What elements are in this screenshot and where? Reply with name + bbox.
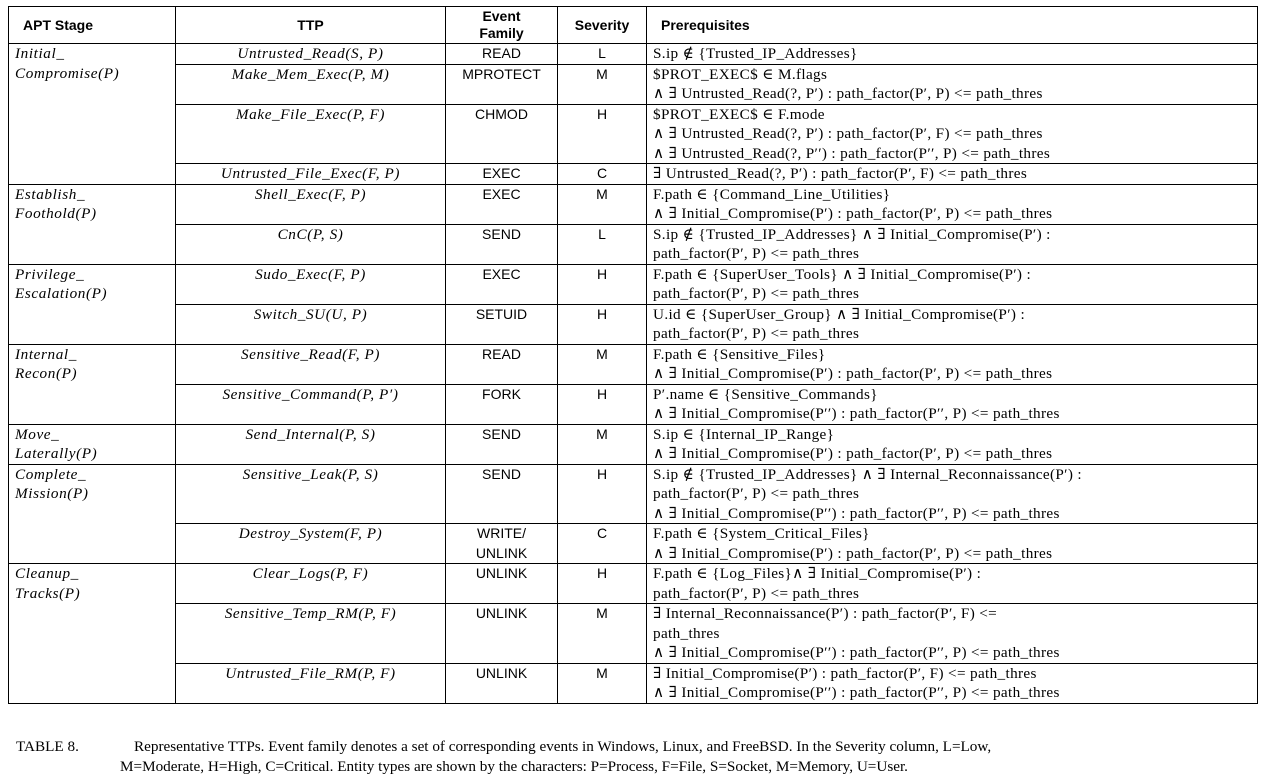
prerequisites-cell <box>647 524 1258 564</box>
event-family-text: EXEC <box>482 165 521 181</box>
severity-cell: H <box>558 464 647 524</box>
severity-cell: M <box>558 64 647 104</box>
prerequisites-cell <box>647 344 1258 384</box>
event-family-cell <box>446 564 558 604</box>
event-family-text: EXEC <box>482 265 521 282</box>
prerequisites-cell <box>647 663 1258 703</box>
apt-stage-text: Compromise(P) <box>15 64 120 82</box>
ttp-cell: Sensitive_Command(P, P′) <box>176 384 446 424</box>
apt-stage-cell <box>9 264 176 344</box>
prerequisites-cell <box>647 164 1258 185</box>
prerequisite-line: F.path ∈ {Command_Line_Utilities} <box>653 185 891 203</box>
apt-stage-text: Cleanup_ <box>15 565 79 582</box>
event-family-text: SEND <box>482 465 521 482</box>
prerequisites-cell <box>647 424 1258 464</box>
severity-cell: H <box>558 304 647 344</box>
table-row <box>9 464 1258 524</box>
apt-stage-text: Recon(P) <box>15 365 78 382</box>
apt-stage-cell <box>9 184 176 264</box>
prerequisites-cell <box>647 464 1258 524</box>
ttp-cell: Make_Mem_Exec(P, M) <box>176 64 446 104</box>
apt-stage-text: Internal_ <box>15 345 77 363</box>
prerequisite-line: F.path ∈ {SuperUser_Tools} ∧ ∃ Initial_Compromise(P′) : <box>653 265 1032 283</box>
apt-stage-text: Mission(P) <box>15 485 89 502</box>
prerequisite-line: path_factor(P′, P) <= path_thres <box>653 584 860 602</box>
event-family-cell <box>446 384 558 424</box>
event-family-text: CHMOD <box>475 105 528 122</box>
apt-stage-text: Escalation(P) <box>15 285 108 302</box>
event-family-text: EXEC <box>482 185 521 202</box>
caption-line-2: M=Moderate, H=High, C=Critical. Entity types are shown by the characters: P=Process, F=File, S=Socket, M=Memory, U=User. <box>120 758 908 775</box>
severity-cell: M <box>558 604 647 664</box>
event-family-cell <box>446 184 558 224</box>
prerequisites-cell <box>647 604 1258 664</box>
event-family-cell <box>446 264 558 304</box>
event-family-cell <box>446 224 558 264</box>
event-family-cell <box>446 304 558 344</box>
event-family-text: UNLINK <box>475 605 528 621</box>
apt-stage-text: Foothold(P) <box>15 205 97 222</box>
event-family-cell <box>446 464 558 524</box>
prerequisites-cell <box>647 564 1258 604</box>
table-row <box>9 344 1258 384</box>
ttp-cell: Untrusted_File_Exec(F, P) <box>176 164 446 185</box>
event-family-text: SETUID <box>475 305 528 322</box>
apt-stage-text: Move_ <box>15 425 60 443</box>
ttp-cell: Sensitive_Leak(P, S) <box>176 464 446 524</box>
severity-cell: H <box>558 104 647 164</box>
event-family-cell <box>446 524 558 564</box>
event-family-cell <box>446 344 558 384</box>
apt-stage-text: Privilege_ <box>15 265 85 283</box>
severity-cell: L <box>558 224 647 264</box>
prerequisite-line: ∧ ∃ Initial_Compromise(P′′) : path_factor(P′′, P) <= path_thres <box>653 684 1060 701</box>
table-row <box>9 264 1258 304</box>
prerequisite-line: S.ip ∉ {Trusted_IP_Addresses} <box>653 45 858 62</box>
severity-cell: M <box>558 424 647 464</box>
table-row <box>9 304 1258 344</box>
prerequisite-line: ∧ ∃ Initial_Compromise(P′) : path_factor(P′, P) <= path_thres <box>653 544 1053 562</box>
event-family-cell <box>446 164 558 185</box>
table-row <box>9 384 1258 424</box>
ttp-cell: Clear_Logs(P, F) <box>176 564 446 604</box>
prerequisite-line: ∧ ∃ Initial_Compromise(P′) : path_factor(P′, P) <= path_thres <box>653 445 1053 462</box>
prerequisite-line: ∧ ∃ Initial_Compromise(P′′) : path_factor(P′′, P) <= path_thres <box>653 644 1060 661</box>
table-header-row <box>9 7 1258 44</box>
prerequisite-line: ∧ ∃ Initial_Compromise(P′) : path_factor(P′, P) <= path_thres <box>653 365 1053 382</box>
severity-cell: H <box>558 564 647 604</box>
table-caption <box>16 737 1252 777</box>
event-family-text: UNLINK <box>475 544 528 561</box>
apt-stage-text: Tracks(P) <box>15 584 81 602</box>
prerequisites-cell <box>647 224 1258 264</box>
event-family-cell <box>446 104 558 164</box>
prerequisite-line: path_factor(P′, P) <= path_thres <box>653 245 860 262</box>
prerequisites-cell <box>647 44 1258 65</box>
prerequisite-line: ∃ Initial_Compromise(P′) : path_factor(P′, F) <= path_thres <box>653 664 1037 682</box>
prerequisite-line: F.path ∈ {Log_Files}∧ ∃ Initial_Compromise(P′) : <box>653 565 982 582</box>
table-row <box>9 663 1258 703</box>
event-family-text: UNLINK <box>475 664 528 681</box>
prerequisite-line: path_factor(P′, P) <= path_thres <box>653 325 860 342</box>
prerequisite-line: path_factor(P′, P) <= path_thres <box>653 285 860 302</box>
prerequisite-line: ∃ Internal_Reconnaissance(P′) : path_factor(P′, F) <= <box>653 605 998 622</box>
prerequisite-line: ∧ ∃ Untrusted_Read(?, P′′) : path_factor(P′′, P) <= path_thres <box>653 144 1051 162</box>
header-event-family-label: Event Family <box>479 8 524 41</box>
event-family-cell <box>446 604 558 664</box>
table-body <box>9 44 1258 704</box>
apt-stage-text: Laterally(P) <box>15 445 98 462</box>
prerequisite-line: S.ip ∉ {Trusted_IP_Addresses} ∧ ∃ Initial_Compromise(P′) : <box>653 225 1051 243</box>
caption-label: TABLE 8. <box>16 738 79 755</box>
prerequisites-cell <box>647 384 1258 424</box>
table-row <box>9 224 1258 264</box>
prerequisite-line: U.id ∈ {SuperUser_Group} ∧ ∃ Initial_Compromise(P′) : <box>653 305 1026 323</box>
table-row <box>9 104 1258 164</box>
event-family-text: SEND <box>482 425 521 442</box>
ttp-cell: Untrusted_Read(S, P) <box>176 44 446 65</box>
table-row <box>9 424 1258 464</box>
prerequisite-line: ∧ ∃ Untrusted_Read(?, P′) : path_factor(P′, F) <= path_thres <box>653 125 1043 142</box>
prerequisite-line: path_factor(P′, P) <= path_thres <box>653 485 860 502</box>
prerequisite-line: $PROT_EXEC$ ∈ M.flags <box>653 65 828 83</box>
table-row <box>9 604 1258 664</box>
ttp-cell: CnC(P, S) <box>176 224 446 264</box>
prerequisites-cell <box>647 304 1258 344</box>
prerequisite-line: ∧ ∃ Untrusted_Read(?, P′) : path_factor(P′, P) <= path_thres <box>653 85 1043 102</box>
ttp-cell: Sudo_Exec(F, P) <box>176 264 446 304</box>
event-family-cell <box>446 424 558 464</box>
apt-stage-cell <box>9 344 176 424</box>
table-row <box>9 64 1258 104</box>
prerequisite-line: ∧ ∃ Initial_Compromise(P′′) : path_factor(P′′, P) <= path_thres <box>653 405 1060 422</box>
ttp-cell: Switch_SU(U, P) <box>176 304 446 344</box>
ttp-cell: Send_Internal(P, S) <box>176 424 446 464</box>
prerequisite-line: S.ip ∉ {Trusted_IP_Addresses} ∧ ∃ Internal_Reconnaissance(P′) : <box>653 465 1082 483</box>
prerequisites-cell <box>647 184 1258 224</box>
severity-cell: L <box>558 44 647 65</box>
prerequisite-line: path_thres <box>653 624 720 642</box>
prerequisite-line: S.ip ∈ {Internal_IP_Range} <box>653 425 835 443</box>
prerequisite-line: F.path ∈ {System_Critical_Files} <box>653 525 870 542</box>
event-family-text: UNLINK <box>475 565 528 581</box>
apt-stage-text: Complete_ <box>15 465 87 483</box>
ttp-cell: Shell_Exec(F, P) <box>176 184 446 224</box>
ttp-cell: Make_File_Exec(P, F) <box>176 104 446 164</box>
caption-line-1: Representative TTPs. Event family denotes a set of corresponding events in Windows, Linux, and FreeBSD. In the Severity column, L=Low, <box>134 738 992 755</box>
apt-stage-cell <box>9 44 176 185</box>
prerequisites-cell <box>647 264 1258 304</box>
event-family-cell <box>446 44 558 65</box>
prerequisites-cell <box>647 64 1258 104</box>
apt-stage-text: Establish_ <box>15 185 86 203</box>
prerequisite-line: F.path ∈ {Sensitive_Files} <box>653 345 826 363</box>
apt-stage-cell <box>9 424 176 464</box>
event-family-text: FORK <box>482 385 521 402</box>
severity-cell: C <box>558 164 647 185</box>
severity-cell: H <box>558 384 647 424</box>
table-row <box>9 564 1258 604</box>
event-family-cell <box>446 663 558 703</box>
header-apt-stage: APT Stage <box>9 7 176 44</box>
ttp-cell: Untrusted_File_RM(P, F) <box>176 663 446 703</box>
prerequisite-line: P′.name ∈ {Sensitive_Commands} <box>653 385 878 403</box>
event-family-cell <box>446 64 558 104</box>
prerequisites-cell <box>647 104 1258 164</box>
ttp-cell: Destroy_System(F, P) <box>176 524 446 564</box>
event-family-text: MPROTECT <box>462 65 541 82</box>
severity-cell: H <box>558 264 647 304</box>
prerequisite-line: ∃ Untrusted_Read(?, P′) : path_factor(P′, F) <= path_thres <box>653 165 1028 182</box>
table-row <box>9 44 1258 65</box>
header-prerequisites: Prerequisites <box>647 7 1258 44</box>
header-event-family <box>446 7 558 44</box>
severity-cell: M <box>558 344 647 384</box>
ttp-table <box>8 6 1258 704</box>
severity-cell: M <box>558 663 647 703</box>
table-row <box>9 184 1258 224</box>
table-row <box>9 164 1258 185</box>
prerequisite-line: $PROT_EXEC$ ∈ F.mode <box>653 105 825 123</box>
apt-stage-cell <box>9 464 176 564</box>
event-family-text: WRITE/ <box>477 525 526 541</box>
header-ttp: TTP <box>176 7 446 44</box>
ttp-cell: Sensitive_Temp_RM(P, F) <box>176 604 446 664</box>
event-family-text: READ <box>482 45 521 61</box>
header-severity: Severity <box>558 7 647 44</box>
severity-cell: M <box>558 184 647 224</box>
apt-stage-text: Initial_ <box>15 45 65 62</box>
apt-stage-cell <box>9 564 176 704</box>
prerequisite-line: ∧ ∃ Initial_Compromise(P′′) : path_factor(P′′, P) <= path_thres <box>653 504 1060 522</box>
severity-cell: C <box>558 524 647 564</box>
ttp-cell: Sensitive_Read(F, P) <box>176 344 446 384</box>
prerequisite-line: ∧ ∃ Initial_Compromise(P′) : path_factor(P′, P) <= path_thres <box>653 205 1053 222</box>
event-family-text: READ <box>482 345 521 362</box>
table-row <box>9 524 1258 564</box>
event-family-text: SEND <box>482 225 521 242</box>
